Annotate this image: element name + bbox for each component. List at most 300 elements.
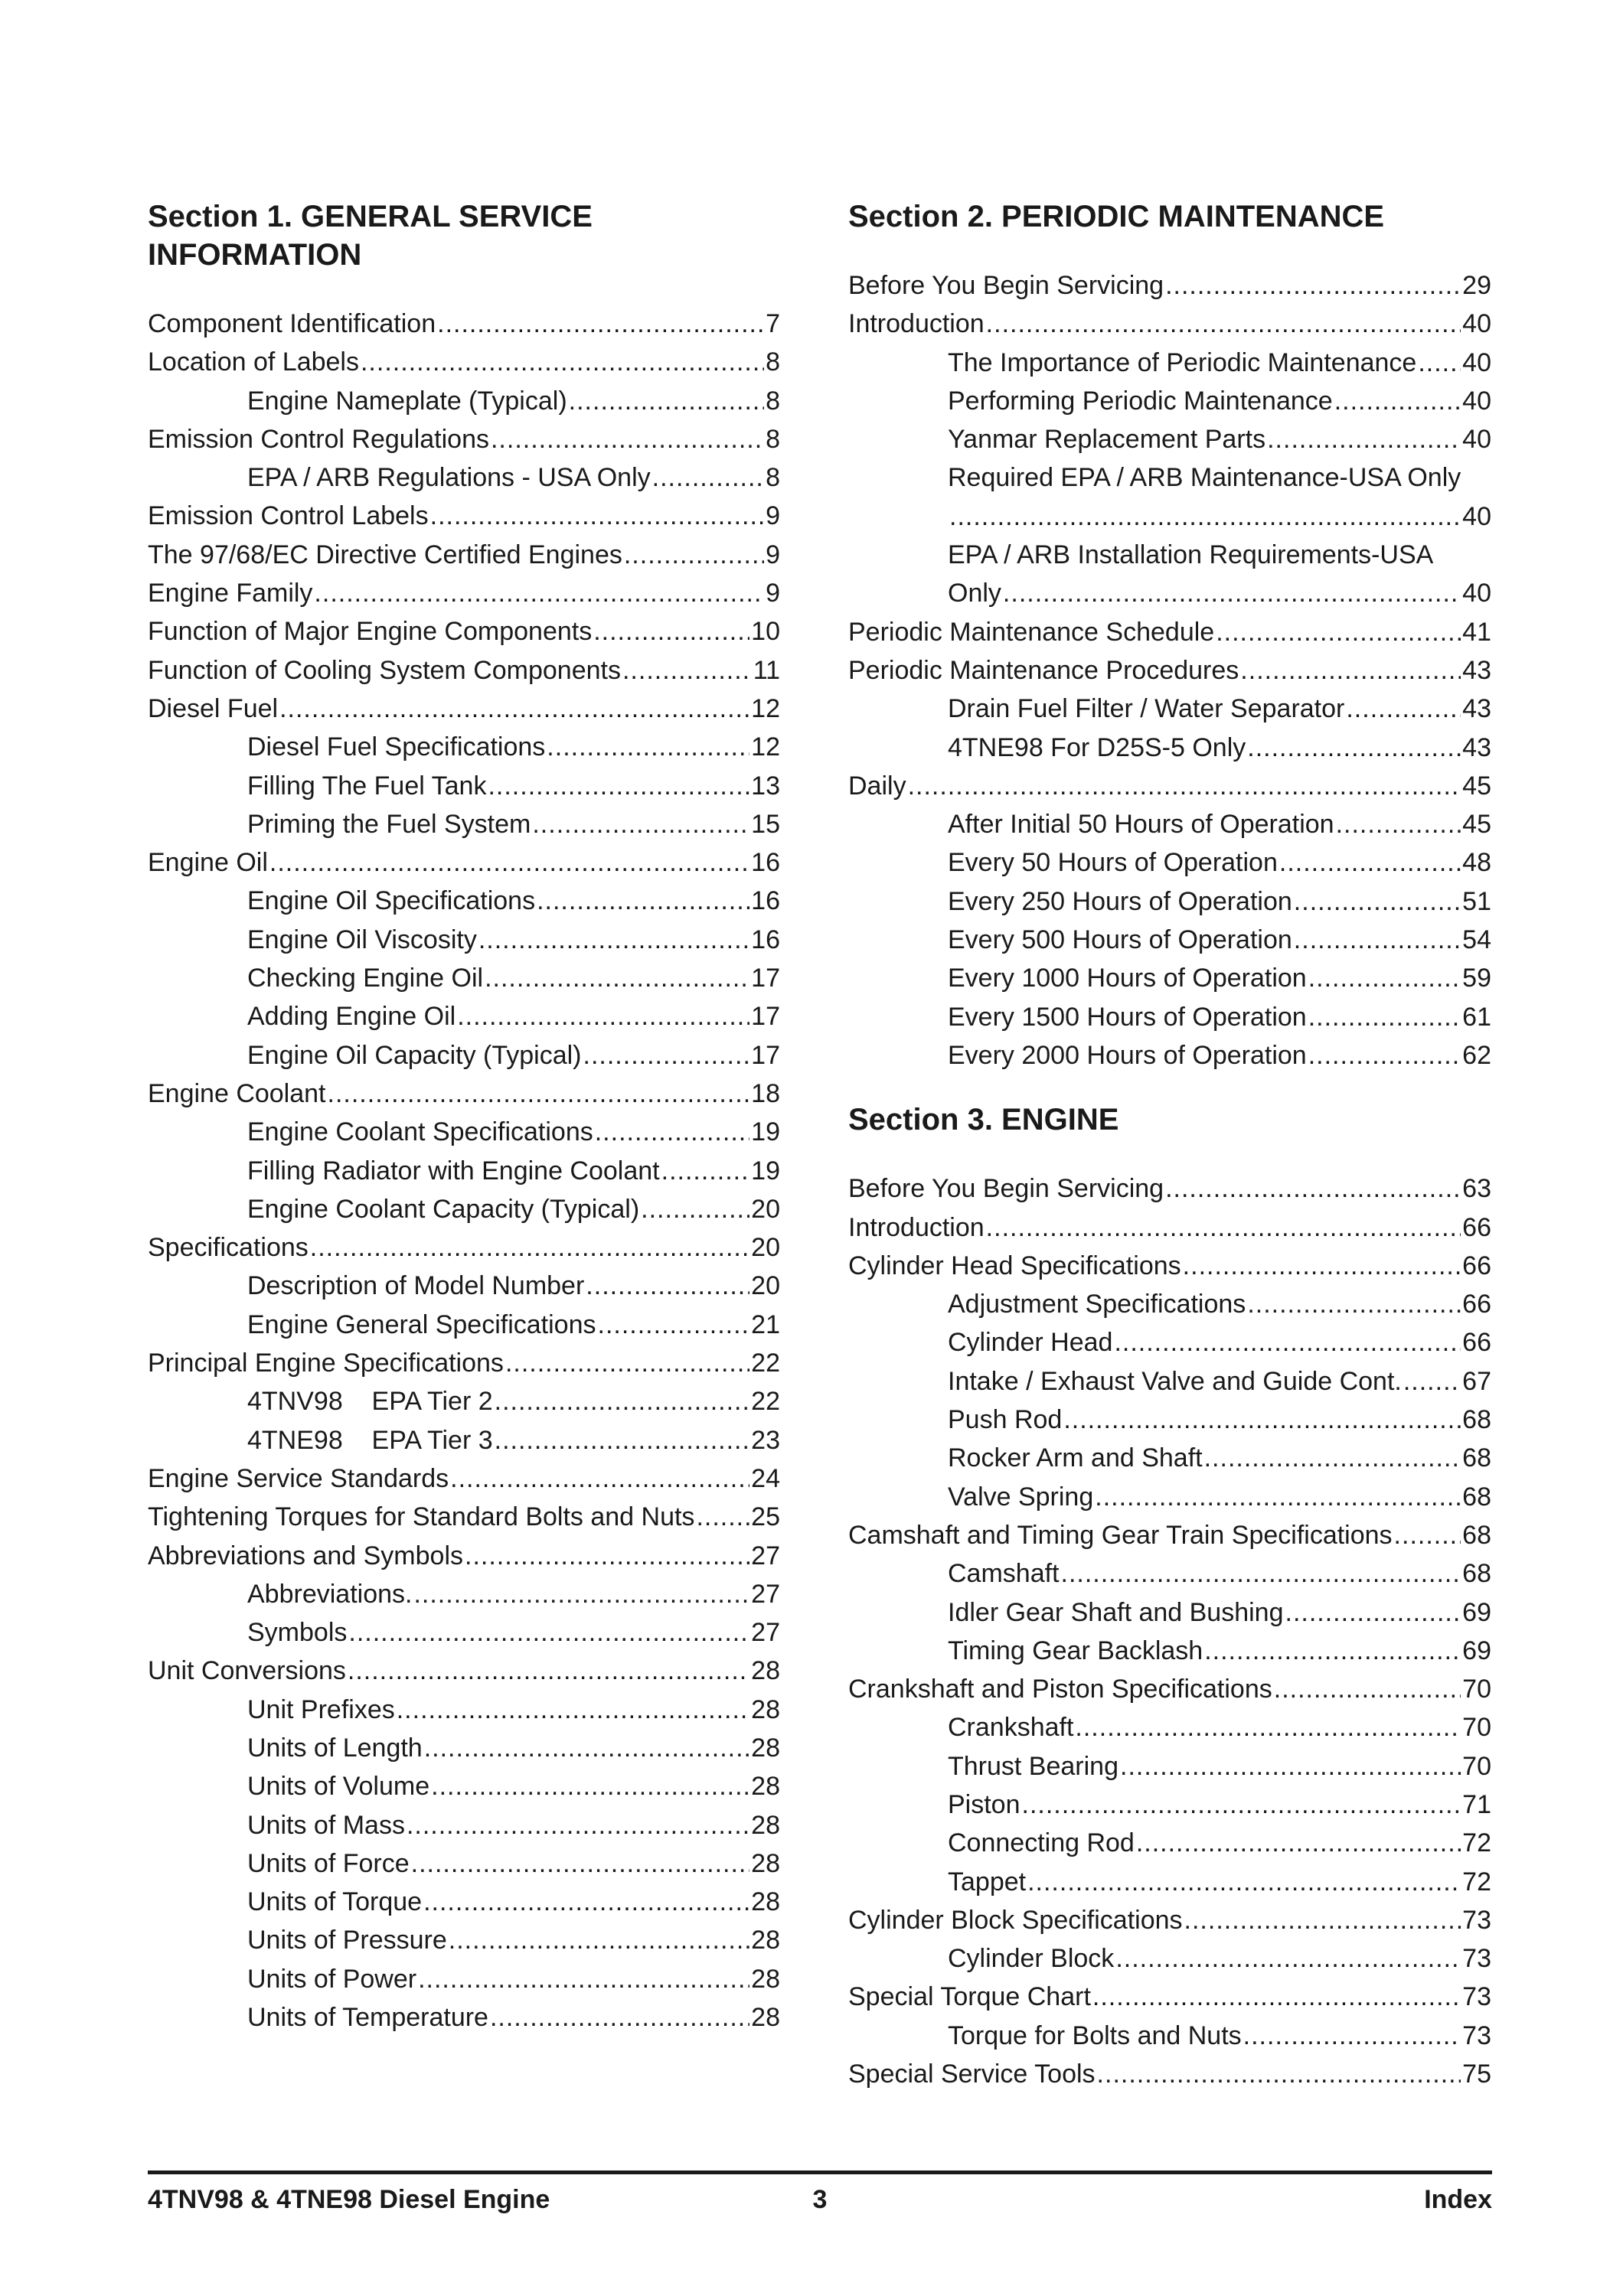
toc-entry-text: Camshaft and Timing Gear Train Specifications (848, 1520, 1393, 1550)
toc-entry[interactable] (148, 690, 780, 728)
toc-entry[interactable] (848, 458, 1491, 536)
toc-entry[interactable] (148, 574, 780, 612)
toc-entry-page: 22 (751, 1349, 780, 1378)
toc-entry-page: 41 (1462, 617, 1491, 647)
toc-entry-page: 70 (1462, 1713, 1491, 1743)
toc-entry-page: 21 (751, 1309, 780, 1339)
toc-entry-text: Engine Nameplate (Typical) (247, 386, 567, 416)
toc-entry-page: 20 (751, 1271, 780, 1301)
toc-entry[interactable] (848, 1401, 1491, 1439)
toc-entry-text: Specifications (148, 1233, 309, 1263)
toc-entry[interactable] (848, 1863, 1491, 1901)
dot-leader (1334, 382, 1461, 420)
toc-entry[interactable] (848, 998, 1491, 1036)
toc-entry[interactable] (148, 1613, 780, 1652)
dot-leader (437, 305, 764, 343)
toc-entry-text: Symbols (247, 1618, 348, 1648)
dot-leader (424, 1729, 749, 1767)
dot-leader (1114, 1323, 1461, 1362)
dot-leader (1308, 1036, 1461, 1075)
toc-entry[interactable] (848, 382, 1491, 420)
toc-entry-page: 40 (1462, 425, 1491, 455)
toc-entry[interactable] (848, 1247, 1491, 1285)
dot-leader (1240, 651, 1461, 690)
toc-entry-text: Description of Model Number (247, 1271, 585, 1301)
toc-entry-page: 9 (766, 579, 780, 608)
toc-entry[interactable] (148, 1152, 780, 1190)
toc-entry-text: Engine Service Standards (148, 1463, 449, 1493)
dot-leader (478, 921, 749, 959)
toc-entry-page: 45 (1462, 810, 1491, 840)
toc-entry[interactable] (848, 882, 1491, 921)
toc-entry-page: 72 (1462, 1828, 1491, 1858)
toc-entry[interactable] (848, 1901, 1491, 1939)
section-1-title: Section 1. GENERAL SERVICE INFORMATION (148, 200, 593, 272)
dot-leader (1092, 1978, 1461, 2016)
toc-entry[interactable] (148, 1075, 780, 1113)
toc-entry-text: Required EPA / ARB Maintenance-USA Only (948, 463, 1461, 493)
dot-leader (328, 1075, 750, 1113)
toc-entry-page: 40 (1462, 579, 1491, 608)
toc-entry[interactable] (848, 1554, 1491, 1593)
dot-leader (595, 1113, 749, 1151)
dot-leader (696, 1498, 749, 1536)
toc-entry[interactable] (848, 1632, 1491, 1670)
toc-entry[interactable] (148, 1113, 780, 1151)
dot-leader (279, 690, 749, 728)
toc-entry-text: The 97/68/EC Directive Certified Engines (148, 540, 622, 569)
dot-leader (1294, 882, 1461, 921)
toc-entry[interactable] (148, 458, 780, 497)
section-3 (848, 1101, 1491, 2093)
toc-entry[interactable] (848, 536, 1491, 613)
toc-entry-text: Special Service Tools (848, 2060, 1096, 2089)
toc-entry-page: 29 (1462, 271, 1491, 300)
toc-entry-page: 17 (751, 964, 780, 993)
toc-entry-page: 27 (751, 1618, 780, 1648)
toc-entry-text: Engine Oil Viscosity (247, 925, 477, 954)
dot-leader (348, 1652, 749, 1690)
toc-entry-page: 23 (751, 1425, 780, 1455)
toc-entry-text: EPA / ARB Installation Requirements-USA (948, 540, 1434, 570)
toc-entry[interactable] (848, 690, 1491, 728)
dot-leader (495, 1421, 750, 1459)
toc-entry-page: 51 (1462, 886, 1491, 916)
toc-entry[interactable] (848, 1516, 1491, 1554)
toc-entry-page: 40 (1462, 347, 1491, 377)
toc-entry-text: Units of Force (247, 1848, 410, 1878)
toc-entry[interactable] (848, 1824, 1491, 1862)
toc-entry-text: Emission Control Labels (148, 501, 429, 531)
dot-leader (457, 997, 749, 1035)
toc-entry-page: 9 (766, 540, 780, 569)
toc-entry-text: Crankshaft (948, 1713, 1074, 1743)
toc-entry[interactable] (148, 382, 780, 420)
toc-entry-page: 19 (751, 1117, 780, 1147)
toc-entry[interactable] (848, 921, 1491, 959)
dot-leader (407, 1806, 749, 1844)
toc-entry-text: Special Torque Chart (848, 1982, 1091, 2012)
toc-entry-page: 73 (1462, 1944, 1491, 1974)
dot-leader (1274, 1670, 1461, 1708)
footer-rule (148, 2170, 1492, 2174)
toc-entry-text: Units of Pressure (247, 1926, 447, 1955)
toc-entry[interactable] (148, 805, 780, 843)
toc-entry-text: Torque for Bolts and Nuts (948, 2020, 1242, 2050)
toc-entry-text: Before You Begin Servicing (848, 1174, 1164, 1204)
footer-section-name: Index (1424, 2185, 1492, 2214)
toc-entry-page: 48 (1462, 848, 1491, 878)
toc-entry-page: 11 (753, 655, 780, 685)
toc-entry[interactable] (148, 1498, 780, 1536)
dot-leader (269, 843, 749, 882)
dot-leader (598, 1306, 750, 1344)
toc-entry[interactable] (148, 612, 780, 651)
toc-entry-page: 15 (751, 809, 780, 839)
toc-entry-text: Camshaft (948, 1559, 1060, 1589)
toc-entry-text: Tappet (948, 1867, 1027, 1896)
dot-leader (1285, 1593, 1461, 1632)
toc-entry-page: 27 (751, 1579, 780, 1609)
toc-entry[interactable] (848, 344, 1491, 382)
toc-entry[interactable] (848, 1747, 1491, 1786)
dot-leader (431, 1767, 749, 1805)
dot-leader (1294, 921, 1461, 959)
section-3-entries (848, 1169, 1491, 2093)
toc-entry-page: 69 (1462, 1597, 1491, 1627)
toc-entry-text: Periodic Maintenance Schedule (848, 617, 1215, 647)
toc-entry[interactable] (148, 1267, 780, 1305)
toc-entry-page: 18 (751, 1078, 780, 1108)
toc-entry[interactable] (148, 1228, 780, 1267)
toc-entry-page: 16 (751, 848, 780, 878)
dot-leader (569, 382, 764, 420)
toc-entry[interactable] (148, 767, 780, 805)
toc-entry-text: Crankshaft and Piston Specifications (848, 1675, 1272, 1704)
section-1 (148, 197, 780, 2037)
dot-leader (622, 651, 752, 690)
toc-entry[interactable] (848, 843, 1491, 882)
toc-entry[interactable] (148, 1844, 780, 1883)
toc-entry[interactable] (148, 1883, 780, 1921)
toc-entry[interactable] (148, 1306, 780, 1344)
toc-entry-text: Every 250 Hours of Operation (948, 886, 1292, 916)
toc-entry[interactable] (148, 1575, 780, 1613)
dot-leader (485, 959, 749, 997)
toc-entry[interactable] (848, 1786, 1491, 1824)
toc-entry-page: 25 (751, 1502, 780, 1532)
dot-leader (1136, 1824, 1461, 1862)
toc-entry[interactable] (848, 1036, 1491, 1075)
toc-entry[interactable] (148, 1652, 780, 1690)
toc-entry[interactable] (848, 651, 1491, 690)
toc-entry-page: 12 (751, 732, 780, 762)
toc-entry[interactable] (148, 1806, 780, 1844)
toc-entry-text: Engine Coolant Specifications (247, 1117, 593, 1147)
toc-entry-text: Checking Engine Oil (247, 964, 484, 993)
toc-entry-text: Every 2000 Hours of Operation (948, 1040, 1307, 1070)
toc-entry-page: 8 (766, 424, 780, 454)
dot-leader (310, 1228, 749, 1267)
toc-entry-page: 61 (1462, 1002, 1491, 1032)
dot-leader (1308, 998, 1461, 1036)
toc-entry-page: 28 (751, 1926, 780, 1955)
dot-leader (1247, 729, 1461, 767)
dot-leader (641, 1190, 749, 1228)
toc-entry[interactable] (148, 1190, 780, 1228)
toc-entry[interactable] (848, 959, 1491, 997)
toc-entry-text: Every 500 Hours of Operation (948, 925, 1292, 955)
toc-entry[interactable] (848, 1362, 1491, 1401)
toc-entry-text: Units of Volume (247, 1772, 430, 1802)
toc-entry[interactable] (148, 921, 780, 959)
toc-entry-page: 43 (1462, 694, 1491, 724)
toc-entry-text: Performing Periodic Maintenance (948, 386, 1333, 416)
dot-leader (1394, 1516, 1461, 1554)
toc-entry[interactable] (148, 843, 780, 882)
toc-entry[interactable] (148, 882, 780, 920)
toc-entry[interactable] (148, 997, 780, 1035)
toc-entry-text: Introduction (848, 309, 985, 339)
dot-leader (490, 1998, 749, 2037)
toc-entry[interactable] (848, 729, 1491, 767)
toc-entry-page: 66 (1462, 1251, 1491, 1280)
toc-entry[interactable] (148, 959, 780, 997)
toc-entry-page: 66 (1462, 1290, 1491, 1319)
dot-leader (661, 1152, 750, 1190)
dot-leader (1184, 1901, 1461, 1939)
toc-entry-page: 40 (1462, 501, 1491, 531)
toc-entry-text: Filling Radiator with Engine Coolant (247, 1156, 660, 1186)
toc-entry-page: 12 (751, 693, 780, 723)
toc-entry-page: 20 (751, 1194, 780, 1224)
toc-entry[interactable] (148, 1537, 780, 1575)
toc-entry-page: 28 (751, 1656, 780, 1686)
dot-leader (430, 497, 764, 535)
dot-leader (411, 1844, 750, 1883)
toc-entry-page: 40 (1462, 386, 1491, 416)
toc-entry-page: 19 (751, 1156, 780, 1186)
dot-leader (652, 458, 764, 497)
toc-entry[interactable] (148, 1767, 780, 1805)
toc-entry-text: Rocker Arm and Shaft (948, 1443, 1203, 1473)
toc-entry[interactable] (148, 1036, 780, 1075)
toc-entry-text: Location of Labels (148, 347, 359, 377)
dot-leader (1022, 1786, 1461, 1824)
toc-entry-text: Cylinder Block (948, 1944, 1115, 1974)
dot-leader (949, 497, 1461, 536)
toc-entry[interactable] (148, 1382, 780, 1420)
toc-entry[interactable] (848, 805, 1491, 843)
toc-entry[interactable] (148, 1921, 780, 1959)
toc-entry-page: 17 (751, 1002, 780, 1032)
toc-entry[interactable] (148, 1960, 780, 1998)
toc-entry-text: Tightening Torques for Standard Bolts and Nuts (148, 1502, 695, 1532)
toc-entry-page: 69 (1462, 1636, 1491, 1665)
toc-entry-page: 73 (1462, 1982, 1491, 2012)
toc-entry-page: 68 (1462, 1405, 1491, 1435)
toc-entry-text: Engine Oil Capacity (Typical) (247, 1040, 582, 1070)
dot-leader (465, 1537, 749, 1575)
toc-entry[interactable] (848, 1285, 1491, 1323)
dot-leader (1243, 2017, 1461, 2055)
toc-entry[interactable] (148, 420, 780, 458)
toc-entry-text: Unit Prefixes (247, 1694, 395, 1724)
toc-entry-page: 59 (1462, 964, 1491, 993)
toc-entry-page: 70 (1462, 1751, 1491, 1781)
dot-leader (397, 1691, 749, 1729)
toc-entry[interactable] (848, 305, 1491, 343)
dot-leader (1279, 843, 1461, 882)
toc-entry-page: 68 (1462, 1482, 1491, 1512)
toc-entry-page: 28 (751, 1733, 780, 1763)
dot-leader (986, 1208, 1461, 1247)
toc-entry-page: 28 (751, 1694, 780, 1724)
toc-entry-page: 8 (766, 347, 780, 377)
toc-entry[interactable] (848, 1978, 1491, 2016)
toc-entry-page: 40 (1462, 309, 1491, 339)
toc-entry-page: 8 (766, 386, 780, 416)
toc-entry[interactable] (848, 2017, 1491, 2055)
toc-entry-text: Units of Temperature (247, 2003, 488, 2033)
toc-entry-text: Priming the Fuel System (247, 809, 531, 839)
dot-leader (1346, 690, 1461, 728)
toc-entry-page: 8 (766, 463, 780, 493)
toc-entry-page: 17 (751, 1040, 780, 1070)
footer-document-title: 4TNV98 & 4TNE98 Diesel Engine (148, 2185, 550, 2214)
dot-leader (1183, 1247, 1461, 1285)
toc-entry-page: 63 (1462, 1174, 1491, 1204)
dot-leader (1075, 1708, 1461, 1746)
toc-entry[interactable] (848, 613, 1491, 651)
toc-entry[interactable] (848, 767, 1491, 805)
toc-entry[interactable] (848, 420, 1491, 458)
toc-entry-page: 22 (751, 1387, 780, 1417)
toc-entry[interactable] (848, 1169, 1491, 1208)
toc-entry-text: Diesel Fuel Specifications (247, 732, 546, 762)
toc-entry-page: 20 (751, 1233, 780, 1263)
dot-leader (1061, 1554, 1461, 1593)
toc-entry-page: 28 (751, 1887, 780, 1917)
toc-entry-text: Function of Major Engine Components (148, 617, 593, 647)
toc-entry[interactable] (148, 1729, 780, 1767)
dot-leader (1115, 1939, 1461, 1978)
dot-leader (1267, 420, 1461, 458)
toc-entry[interactable] (148, 1998, 780, 2037)
toc-entry[interactable] (148, 1459, 780, 1498)
toc-entry[interactable] (148, 497, 780, 535)
dot-leader (488, 767, 749, 805)
toc-entry-page: 73 (1462, 2020, 1491, 2050)
toc-entry-page: 24 (751, 1463, 780, 1493)
toc-entry-text: Engine Family (148, 579, 313, 608)
dot-leader (1027, 1863, 1461, 1901)
toc-column-left (148, 197, 780, 2037)
toc-entry-text: Yanmar Replacement Parts (948, 425, 1266, 455)
toc-entry[interactable] (848, 2055, 1491, 2093)
toc-entry-text: Intake / Exhaust Valve and Guide Cont. (948, 1366, 1402, 1396)
section-2-title: Section 2. PERIODIC MAINTENANCE (848, 200, 1385, 233)
toc-entry[interactable] (848, 266, 1491, 305)
toc-entry-page: 28 (751, 1772, 780, 1802)
dot-leader (593, 612, 749, 651)
section-1-entries (148, 305, 780, 2037)
dot-leader (1063, 1401, 1461, 1439)
dot-leader (1336, 805, 1461, 843)
dot-leader (1003, 574, 1461, 612)
dot-leader (413, 1575, 749, 1613)
dot-leader (532, 805, 749, 843)
toc-entry-text: Abbreviations and Symbols (148, 1541, 464, 1570)
toc-entry[interactable] (848, 1939, 1491, 1978)
toc-entry-text: Function of Cooling System Components (148, 655, 621, 685)
dot-leader (1204, 1632, 1461, 1670)
toc-entry-page: 62 (1462, 1040, 1491, 1070)
toc-entry-text: Units of Mass (247, 1810, 405, 1840)
toc-entry-page: 16 (751, 925, 780, 954)
dot-leader (1403, 1362, 1461, 1401)
toc-entry-page: 66 (1462, 1328, 1491, 1358)
toc-entry-text: Cylinder Head Specifications (848, 1251, 1181, 1280)
toc-entry-page: 54 (1462, 925, 1491, 955)
toc-entry-page: 68 (1462, 1443, 1491, 1473)
toc-entry-text: Engine Coolant Capacity (Typical) (247, 1194, 640, 1224)
toc-column-right (848, 197, 1491, 2093)
toc-entry-page: 68 (1462, 1559, 1491, 1589)
toc-entry-text: Units of Torque (247, 1887, 423, 1917)
toc-entry-text: Component Identification (148, 309, 436, 338)
toc-entry[interactable] (848, 1593, 1491, 1632)
toc-entry-text: Idler Gear Shaft and Bushing (948, 1597, 1284, 1627)
toc-entry-text: Connecting Rod (948, 1828, 1135, 1858)
toc-entry[interactable] (848, 1478, 1491, 1516)
toc-entry[interactable] (148, 651, 780, 690)
toc-entry[interactable] (148, 1421, 780, 1459)
toc-entry-text: After Initial 50 Hours of Operation (948, 810, 1334, 840)
toc-entry[interactable] (148, 1691, 780, 1729)
toc-entry[interactable] (848, 1708, 1491, 1746)
toc-entry[interactable] (848, 1208, 1491, 1247)
toc-entry-page: 67 (1462, 1366, 1491, 1396)
toc-entry-text: Every 1000 Hours of Operation (948, 964, 1307, 993)
dot-leader (1095, 1478, 1461, 1516)
toc-entry[interactable] (848, 1439, 1491, 1477)
section-2-entries (848, 266, 1491, 1075)
toc-entry[interactable] (148, 728, 780, 766)
dot-leader (1308, 959, 1461, 997)
toc-entry-page: 13 (751, 771, 780, 801)
toc-entry[interactable] (148, 1344, 780, 1382)
toc-entry-page: 68 (1462, 1520, 1491, 1550)
dot-leader (1165, 266, 1461, 305)
dot-leader (1247, 1285, 1461, 1323)
section-3-title: Section 3. ENGINE (848, 1103, 1119, 1137)
toc-entry[interactable] (848, 1670, 1491, 1708)
toc-entry[interactable] (148, 343, 780, 381)
toc-entry[interactable] (148, 536, 780, 574)
toc-entry[interactable] (148, 305, 780, 343)
toc-entry-page: 16 (751, 886, 780, 916)
toc-entry-text: Cylinder Head (948, 1328, 1113, 1358)
toc-entry-page: 10 (751, 617, 780, 647)
toc-entry-text: Every 50 Hours of Operation (948, 848, 1278, 878)
page-footer (148, 2170, 1492, 2215)
dot-leader (418, 1960, 749, 1998)
toc-entry-text: Timing Gear Backlash (948, 1636, 1203, 1665)
toc-entry-page: 28 (751, 1964, 780, 1994)
toc-entry[interactable] (848, 1323, 1491, 1362)
toc-entry-text: 4TNV98 EPA Tier 2 (247, 1387, 493, 1417)
